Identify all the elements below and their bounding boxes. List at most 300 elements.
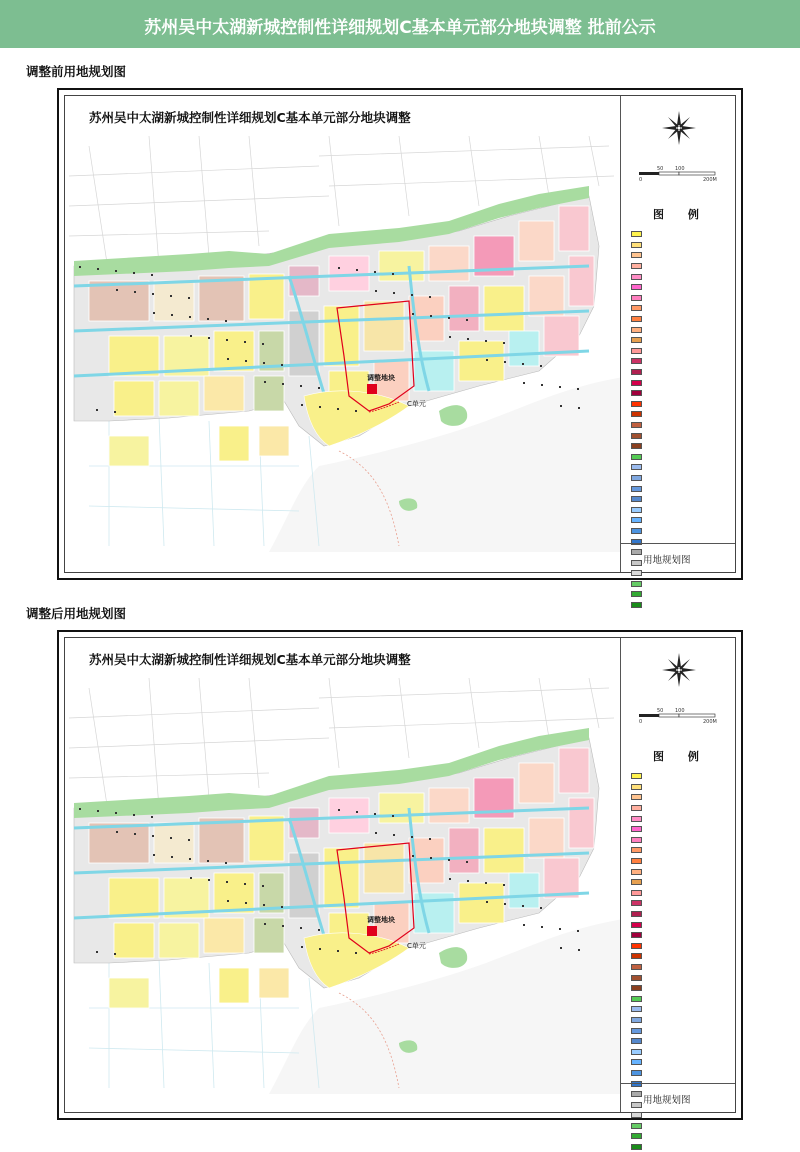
legend-item [631,919,731,930]
land-use-parcel [159,923,199,958]
scale-tick-50: 50 [657,708,664,714]
land-use-parcel [449,286,479,331]
land-use-parcel [364,843,404,893]
land-use-parcel [109,336,159,376]
legend-swatch [631,816,642,822]
land-use-parcel [509,873,539,908]
road-marker [263,362,265,364]
legend-item [631,835,731,846]
road-marker [115,812,117,814]
sheet-inner-frame [64,95,736,573]
land-use-parcel [364,301,404,351]
land-use-parcel [484,828,524,873]
land-use-parcel [154,281,194,321]
adjusted-plot-label: 调整地块 [367,374,395,382]
legend-item [631,282,731,293]
road-marker [411,836,413,838]
legend-swatch [631,847,642,853]
land-use-parcel [379,793,424,823]
road-marker [504,903,506,905]
legend-item [631,293,731,304]
road-marker [374,271,376,273]
legend-swatch [631,1123,642,1129]
legend-swatch [631,401,642,407]
scale-bar [639,708,719,728]
legend-item [631,1025,731,1036]
road-marker [190,335,192,337]
road-marker [262,885,264,887]
road-marker [523,924,525,926]
road-marker [486,359,488,361]
scale-tick-50: 50 [657,166,664,172]
road-marker [338,809,340,811]
legend-item [631,240,731,251]
sheet-after [57,630,743,1120]
land-use-parcel [544,858,579,898]
legend-swatch [631,369,642,375]
legend-swatch [631,443,642,449]
road-marker [503,884,505,886]
land-use-parcel [204,918,244,953]
legend-swatch [631,953,642,959]
road-marker [448,859,450,861]
legend-item [631,420,731,431]
legend-swatch [631,837,642,843]
legend-item [631,324,731,335]
land-use-parcel [449,828,479,873]
road-marker [337,408,339,410]
legend-item [631,824,731,835]
road-marker [540,365,542,367]
legend-item [631,771,731,782]
road-marker [319,948,321,950]
road-marker [467,880,469,882]
road-marker [300,927,302,929]
legend-item [631,845,731,856]
road-marker [412,313,414,315]
road-marker [560,405,562,407]
land-use-map[interactable] [69,136,631,552]
land-use-parcel [259,426,289,456]
legend-swatch [631,773,642,779]
legend-swatch [631,858,642,864]
road-marker [522,905,524,907]
legend-swatch [631,507,642,513]
sheet-inner-frame [64,637,736,1113]
legend-swatch [631,602,642,608]
road-marker [171,856,173,858]
land-use-parcel [89,823,149,863]
road-marker [151,816,153,818]
land-use-parcel [509,331,539,366]
legend-swatch [631,337,642,343]
adjusted-plot-marker [367,384,377,394]
land-use-parcel [559,206,589,251]
legend-swatch [631,826,642,832]
legend-swatch [631,1028,642,1034]
land-use-parcel [529,276,564,316]
road-marker [227,358,229,360]
legend-swatch [631,486,642,492]
road-marker [79,266,81,268]
legend-item [631,782,731,793]
legend-item [631,250,731,261]
scale-bar [639,166,719,186]
legend-item [631,600,731,611]
legend-swatch [631,1144,642,1150]
plan-label-box [621,1083,735,1112]
legend-item [631,1046,731,1057]
legend-swatch [631,390,642,396]
legend-swatch [631,581,642,587]
land-use-parcel [109,878,159,918]
legend-item [631,1142,731,1152]
land-use-map-graphic [69,136,631,552]
scale-tick-100: 100 [675,708,685,714]
road-marker [152,835,154,837]
legend-item [631,504,731,515]
land-use-map-graphic [69,678,631,1094]
road-marker [226,881,228,883]
road-marker [411,294,413,296]
adjusted-plot-label: 调整地块 [367,916,395,924]
road-marker [133,272,135,274]
road-marker [189,858,191,860]
road-marker [96,409,98,411]
road-marker [577,388,579,390]
legend-item [631,941,731,952]
road-marker [208,879,210,881]
road-marker [393,834,395,836]
legend-swatch [631,784,642,790]
legend-item [631,515,731,526]
unit-label: C单元 [407,942,426,950]
road-marker [134,291,136,293]
road-marker [448,317,450,319]
road-marker [225,862,227,864]
legend-item [631,261,731,272]
road-marker [319,406,321,408]
road-marker [133,814,135,816]
legend-swatch [631,1059,642,1065]
legend-item [631,494,731,505]
legend-item [631,356,731,367]
legend-item [631,367,731,378]
road-marker [429,296,431,298]
land-use-parcel [569,798,594,848]
legend-swatch [631,295,642,301]
scale-tick-100: 100 [675,166,685,172]
road-marker [392,273,394,275]
road-marker [374,813,376,815]
road-marker [282,925,284,927]
plan-label: 用地规划图 [643,1095,691,1106]
road-marker [300,385,302,387]
compass-icon [661,652,697,692]
legend-item [631,1057,731,1068]
road-marker [449,336,451,338]
legend-swatch [631,252,642,258]
land-use-parcel [259,968,289,998]
road-marker [153,854,155,856]
road-marker [485,882,487,884]
road-marker [559,928,561,930]
road-marker [486,901,488,903]
land-use-parcel [89,281,149,321]
road-marker [97,810,99,812]
land-use-parcel [254,376,284,411]
road-marker [189,316,191,318]
road-marker [412,855,414,857]
legend-panel [620,96,735,572]
legend-swatch [631,422,642,428]
road-marker [96,951,98,953]
road-marker [375,832,377,834]
legend-item [631,813,731,824]
scale-tick-200: 200M [703,719,717,724]
land-use-parcel [254,918,284,953]
land-use-parcel [559,748,589,793]
land-use-parcel [249,274,284,319]
road-marker [466,319,468,321]
land-use-parcel [429,246,469,281]
land-use-parcel [199,276,244,321]
road-marker [540,907,542,909]
road-marker [578,407,580,409]
road-marker [504,361,506,363]
land-use-parcel [109,436,149,466]
legend-swatch [631,996,642,1002]
road-marker [116,831,118,833]
road-marker [559,386,561,388]
legend-swatch [631,327,642,333]
legend-item [631,993,731,1004]
legend-swatch [631,1017,642,1023]
legend-swatch [631,263,642,269]
land-use-parcel [379,251,424,281]
road-marker [225,320,227,322]
legend-item [631,483,731,494]
land-use-parcel [199,818,244,863]
legend-item [631,335,731,346]
section-label-before: 调整前用地规划图 [26,64,127,79]
legend-item [631,314,731,325]
legend-item [631,1036,731,1047]
legend-swatch [631,316,642,322]
legend-item [631,377,731,388]
legend-swatch [631,591,642,597]
legend-item [631,430,731,441]
legend-item [631,877,731,888]
legend-swatch [631,358,642,364]
adjusted-plot-marker [367,926,377,936]
road-marker [355,952,357,954]
legend-swatch [631,1049,642,1055]
road-marker [97,268,99,270]
legend-swatch [631,475,642,481]
land-use-parcel [529,818,564,858]
scale-tick-0: 0 [639,719,643,724]
legend-item [631,962,731,973]
legend-swatch [631,464,642,470]
road-marker [152,293,154,295]
road-marker [301,404,303,406]
legend-swatch [631,380,642,386]
legend-swatch [631,517,642,523]
road-marker [245,360,247,362]
road-marker [264,923,266,925]
legend-swatch [631,985,642,991]
land-use-parcel [544,316,579,356]
legend-item [631,388,731,399]
legend-swatch [631,284,642,290]
road-marker [188,839,190,841]
road-marker [318,929,320,931]
legend-swatch [631,496,642,502]
legend-swatch [631,932,642,938]
plan-label: 用地规划图 [643,555,691,566]
scale-tick-0: 0 [639,177,643,182]
land-use-parcel [484,286,524,331]
road-marker [190,877,192,879]
road-marker [114,953,116,955]
road-marker [114,411,116,413]
road-marker [281,364,283,366]
road-marker [170,295,172,297]
legend-item [631,462,731,473]
land-use-parcel [159,381,199,416]
legend-title: 图 例 [653,208,709,221]
land-use-parcel [569,256,594,306]
road-marker [577,930,579,932]
road-marker [560,947,562,949]
legend-item [631,579,731,590]
legend-swatch [631,964,642,970]
legend-item [631,526,731,537]
legend-item [631,1015,731,1026]
road-marker [541,384,543,386]
road-marker [392,815,394,817]
legend-item [631,589,731,600]
legend-item [631,803,731,814]
land-use-parcel [519,221,554,261]
land-use-parcel [214,331,254,371]
road-marker [151,274,153,276]
road-marker [523,382,525,384]
road-marker [467,338,469,340]
land-use-parcel [219,426,249,461]
road-marker [171,314,173,316]
legend-swatch [631,794,642,800]
sheet-before [57,88,743,580]
legend-item [631,441,731,452]
legend-swatch [631,911,642,917]
road-marker [338,267,340,269]
legend-swatch [631,1070,642,1076]
road-marker [208,337,210,339]
road-marker [116,289,118,291]
road-marker [153,312,155,314]
section-label-after: 调整后用地规划图 [26,606,127,621]
land-use-parcel [109,978,149,1008]
legend-item [631,303,731,314]
legend-swatch [631,1038,642,1044]
legend-item [631,792,731,803]
legend-swatch [631,943,642,949]
legend-item [631,346,731,357]
legend-swatch [631,975,642,981]
road-marker [281,906,283,908]
legend-item [631,856,731,867]
land-use-parcel [114,381,154,416]
legend-swatch [631,890,642,896]
road-marker [227,900,229,902]
legend-swatch [631,879,642,885]
legend-swatch [631,231,642,237]
road-marker [485,340,487,342]
legend-swatch [631,922,642,928]
road-marker [79,808,81,810]
land-use-parcel [154,823,194,863]
legend-swatch [631,274,642,280]
legend-item [631,972,731,983]
legend-item [631,1004,731,1015]
road-marker [541,926,543,928]
road-marker [207,318,209,320]
legend-swatch [631,528,642,534]
road-marker [503,342,505,344]
land-use-parcel [114,923,154,958]
road-marker [355,410,357,412]
sheet-title: 苏州吴中太湖新城控制性详细规划C基本单元部分地块调整 [89,110,411,125]
road-marker [449,878,451,880]
road-marker [207,860,209,862]
road-marker [188,297,190,299]
road-marker [393,292,395,294]
legend-item [631,909,731,920]
sheet-title: 苏州吴中太湖新城控制性详细规划C基本单元部分地块调整 [89,652,411,667]
road-marker [245,902,247,904]
legend-swatch [631,454,642,460]
land-use-parcel [219,968,249,1003]
legend-swatch [631,805,642,811]
legend-swatch [631,242,642,248]
land-use-parcel [249,816,284,861]
legend-item [631,1121,731,1132]
road-marker [264,381,266,383]
road-marker [318,387,320,389]
land-use-parcel [429,788,469,823]
legend-item [631,409,731,420]
land-use-map[interactable] [69,678,631,1094]
road-marker [430,315,432,317]
land-use-parcel [204,376,244,411]
legend-item [631,451,731,462]
legend-swatch [631,305,642,311]
legend-item [631,983,731,994]
legend-swatch [631,1006,642,1012]
legend-swatch [631,900,642,906]
legend-item [631,930,731,941]
legend-item [631,1068,731,1079]
legend-swatch [631,411,642,417]
road-marker [356,269,358,271]
legend-item [631,229,731,240]
page-banner: 苏州吴中太湖新城控制性详细规划C基本单元部分地块调整 批前公示 [0,0,800,48]
land-use-parcel [519,763,554,803]
road-marker [356,811,358,813]
road-marker [262,343,264,345]
